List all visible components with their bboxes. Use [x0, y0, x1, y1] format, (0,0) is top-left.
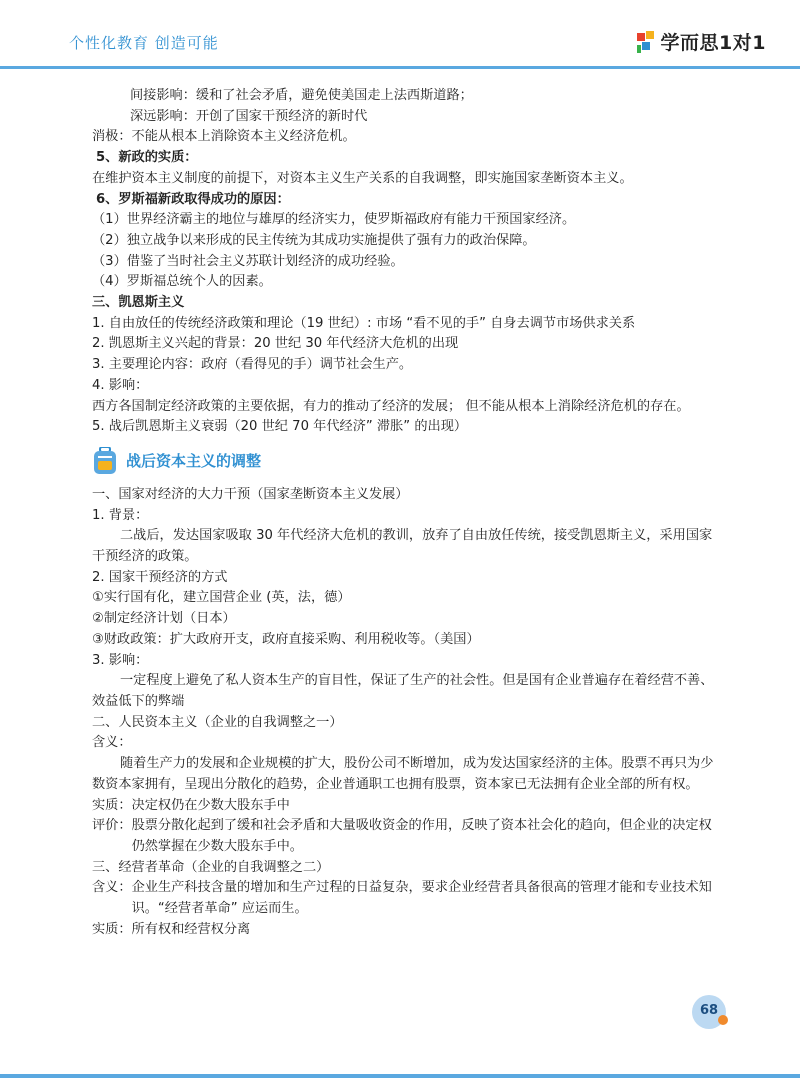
keynes-item: 3. 主要理论内容：政府（看得见的手）调节社会生产。 [92, 357, 413, 373]
page-header [0, 0, 800, 72]
part2-title: 二、人民资本主义（企业的自我调整之一） [92, 714, 343, 730]
part2-eval-text: 股票分散化起到了缓和社会矛盾和大量吸收资金的作用，反映了资本社会化的趋向，但企业的决定权仍然掌握在少数大股东手中。 [131, 818, 712, 854]
page-content [92, 86, 722, 940]
keynes-item: 4. 影响： [92, 377, 149, 393]
method-item: ③财政政策：扩大政府开支，政府直接采购、利用税收等。（美国） [92, 631, 480, 647]
part2-meaning-text: 随着生产力的发展和企业规模的扩大，股份公司不断增加，成为发达国家经济的主体。股票不再只为少数资本家拥有，呈现出分散化的趋势，企业普通职工也拥有股票，资本家已无法拥有企业全部的所有权。 [92, 756, 714, 792]
part3-meaning-text: 企业生产科技含量的增加和生产过程的日益复杂，要求企业经营者具备很高的管理才能和专业技术知识。“经营者革命” 应运而生。 [131, 880, 712, 917]
header-slogan: 个性化教育 创造可能 [69, 34, 219, 52]
part1-background-text: 二战后，发达国家吸取 30 年代经济大危机的教训，放弃了自由放任传统，接受凯恩斯主义，采用国家干预经济的政策。 [92, 528, 713, 565]
reason-item: （1）世界经济霸主的地位与雄厚的经济实力，使罗斯福政府有能力干预国家经济。 [92, 212, 576, 228]
far-impact-line: 深远影响：开创了国家干预经济的新时代 [130, 108, 368, 124]
part3-meaning-label: 含义： [92, 880, 132, 896]
header-divider [0, 66, 800, 69]
part1-title: 一、国家对经济的大力干预（国家垄断资本主义发展） [92, 486, 409, 502]
part2-evaluation [92, 816, 722, 857]
reason-item: （2）独立战争以来形成的民主传统为其成功实施提供了强有力的政治保障。 [92, 232, 536, 248]
page-number: 68 [699, 1003, 719, 1018]
indirect-impact-line: 间接影响：缓和了社会矛盾，避免使美国走上法西斯道路； [130, 88, 473, 103]
part1-impact-text: 一定程度上避免了私人资本生产的盲目性，保证了生产的社会性。但是国有企业普遍存在着经营不善、效益低下的弊端 [92, 673, 714, 709]
success-reasons-heading: 6、罗斯福新政取得成功的原因： [96, 191, 290, 207]
section-heading [92, 447, 722, 475]
part2-eval-label: 评价： [92, 818, 132, 834]
section-title: 战后资本主义的调整 [126, 451, 262, 470]
keynes-item: 西方各国制定经济政策的主要依据，有力的推动了经济的发展； 但不能从根本上消除经济危机的存在。 [92, 398, 690, 414]
part1-background-label: 1. 背景： [92, 507, 149, 523]
part3-essence: 实质：所有权和经营权分离 [92, 921, 251, 937]
part1-methods-label: 2. 国家干预经济的方式 [92, 569, 228, 585]
keynes-item: 1. 自由放任的传统经济政策和理论（19 世纪）: 市场 “看不见的手” 自身去调节市场供求关系 [92, 315, 636, 331]
newdeal-essence-heading: 5、新政的实质： [96, 150, 198, 166]
negative-line: 消极：不能从根本上消除资本主义经济危机。 [92, 129, 356, 145]
keynes-item: 2. 凯恩斯主义兴起的背景：20 世纪 30 年代经济大危机的出现 [92, 336, 459, 352]
keynes-item: 5. 战后凯恩斯主义衰弱（20 世纪 70 年代经济” 滞胀” 的出现） [92, 419, 468, 435]
newdeal-essence-text: 在维护资本主义制度的前提下，对资本主义生产关系的自我调整，即实施国家垄断资本主义。 [92, 170, 633, 186]
method-item: ①实行国有化，建立国营企业 (英，法，德） [92, 590, 351, 606]
part2-meaning-label: 含义： [92, 735, 132, 751]
backpack-icon [92, 447, 118, 475]
page-number-badge [692, 995, 726, 1029]
reason-item: （3）借鉴了当时社会主义苏联计划经济的成功经验。 [92, 253, 404, 269]
part2-essence: 实质：决定权仍在少数大股东手中 [92, 797, 290, 813]
footer-divider [0, 1074, 800, 1078]
reason-item: （4）罗斯福总统个人的因素。 [92, 274, 272, 290]
part3-meaning [92, 878, 722, 919]
brand-logo [637, 28, 766, 55]
brand-mark-icon [637, 31, 657, 53]
method-item: ②制定经济计划（日本） [92, 611, 236, 627]
keynes-heading: 三、凯恩斯主义 [92, 295, 185, 311]
brand-name: 学而思1对1 [660, 32, 766, 54]
part1-impact-label: 3. 影响： [92, 652, 149, 668]
part3-title: 三、经营者革命（企业的自我调整之二） [92, 859, 330, 875]
